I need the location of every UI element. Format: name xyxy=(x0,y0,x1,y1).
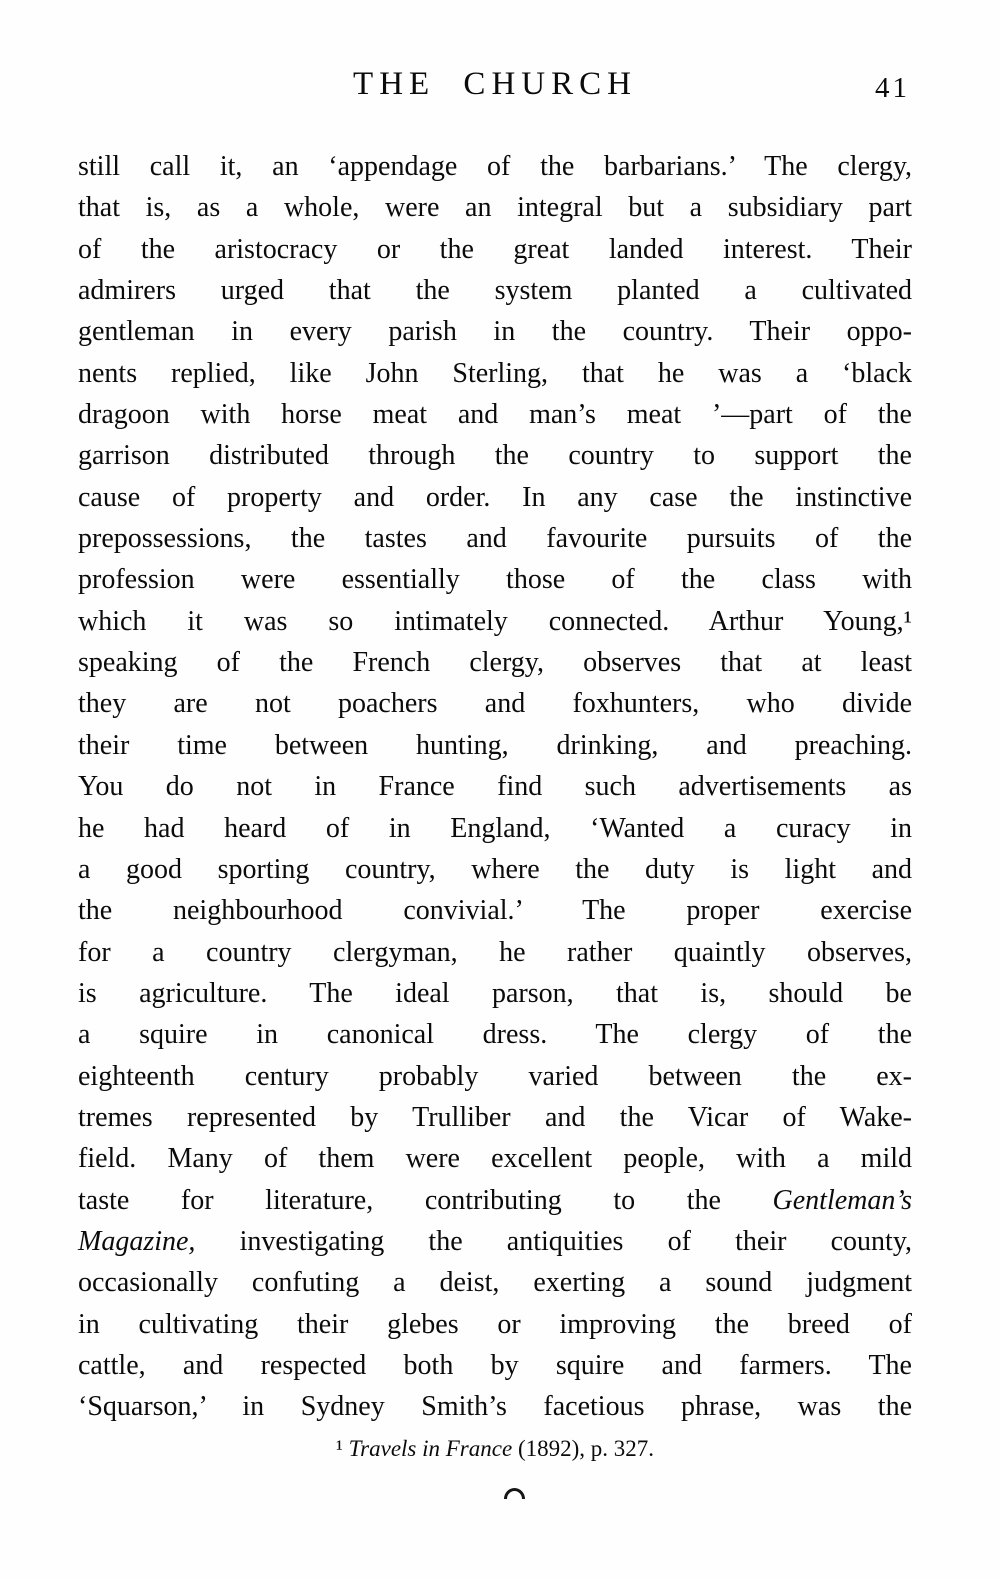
text-segment: they are not poachers and foxhunters, who divide xyxy=(78,688,912,720)
text-line xyxy=(78,477,912,518)
page-number: 41 xyxy=(875,72,910,104)
italic-text-segment: Magazine, xyxy=(78,1225,196,1257)
text-segment: for a country clergyman, he rather quaintly observes, xyxy=(78,936,912,968)
text-segment: tremes represented by Trulliber and the Vicar of Wake- xyxy=(78,1101,912,1133)
text-segment: in cultivating their glebes or improving the breed of xyxy=(78,1308,912,1340)
text-line xyxy=(78,766,912,807)
footnote xyxy=(78,1434,912,1464)
text-line xyxy=(78,1386,912,1427)
text-line xyxy=(78,311,912,352)
text-segment: prepossessions, the tastes and favourite pursuits of the xyxy=(78,523,912,555)
text-segment: taste for literature, contributing to the xyxy=(78,1184,773,1216)
text-line xyxy=(78,725,912,766)
text-line xyxy=(78,642,912,683)
text-segment: (1892), p. 327. xyxy=(512,1436,655,1461)
text-segment: profession were essentially those of the class with xyxy=(78,564,912,596)
text-segment: field. Many of them were excellent people, with a mild xyxy=(78,1143,912,1175)
text-segment: garrison distributed through the country to support the xyxy=(78,440,912,472)
text-segment: cause of property and order. In any case the instinctive xyxy=(78,481,912,513)
text-segment: gentleman in every parish in the country. Their oppo- xyxy=(78,316,912,348)
text-segment: eighteenth century probably varied between the ex- xyxy=(78,1060,912,1092)
text-segment: which it was so intimately connected. Arthur Young,¹ xyxy=(78,605,912,637)
text-segment: ‘Squarson,’ in Sydney Smith’s facetious phrase, was the xyxy=(78,1391,912,1423)
text-line xyxy=(78,435,912,476)
text-line xyxy=(78,601,912,642)
text-line xyxy=(78,1221,912,1262)
text-line xyxy=(78,187,912,228)
text-line xyxy=(78,1262,912,1303)
text-segment: You do not in France find such advertisements as xyxy=(78,771,912,803)
text-line xyxy=(78,849,912,890)
text-line xyxy=(78,973,912,1014)
text-line xyxy=(78,1138,912,1179)
text-segment: dragoon with horse meat and man’s meat ’—part of the xyxy=(78,399,912,431)
text-segment: cattle, and respected both by squire and farmers. The xyxy=(78,1349,912,1381)
text-segment: of the aristocracy or the great landed interest. Their xyxy=(78,233,912,265)
running-title: THE CHURCH xyxy=(353,66,637,102)
text-line xyxy=(78,1014,912,1055)
text-segment: nents replied, like John Sterling, that he was a ‘black xyxy=(78,357,912,389)
printers-signature-mark xyxy=(504,1488,525,1499)
text-segment: investigating the antiquities of their county, xyxy=(195,1225,912,1257)
italic-text-segment: Travels in France xyxy=(348,1436,513,1461)
text-segment: the neighbourhood convivial.’ The proper exercise xyxy=(78,895,912,927)
page-header xyxy=(78,66,912,112)
text-line xyxy=(78,683,912,724)
text-line xyxy=(78,1097,912,1138)
text-line xyxy=(78,146,912,187)
text-line xyxy=(78,808,912,849)
text-segment: that is, as a whole, were an integral but a subsidiary part xyxy=(78,192,912,224)
text-line xyxy=(78,229,912,270)
body-text xyxy=(78,146,912,1428)
text-segment: a squire in canonical dress. The clergy of the xyxy=(78,1019,912,1051)
text-segment: admirers urged that the system planted a cultivated xyxy=(78,275,912,307)
text-line xyxy=(78,890,912,931)
text-segment: their time between hunting, drinking, and preaching. xyxy=(78,729,912,761)
italic-text-segment: Gentleman’s xyxy=(772,1184,912,1216)
text-line xyxy=(78,518,912,559)
text-segment: speaking of the French clergy, observes that at least xyxy=(78,647,912,679)
text-segment: occasionally confuting a deist, exerting a sound judgment xyxy=(78,1267,912,1299)
text-segment: he had heard of in England, ‘Wanted a curacy in xyxy=(78,812,912,844)
text-segment: still call it, an ‘appendage of the barbarians.’ The clergy, xyxy=(78,151,912,182)
text-line xyxy=(78,353,912,394)
text-line xyxy=(78,932,912,973)
text-line xyxy=(78,270,912,311)
text-line xyxy=(78,1304,912,1345)
text-line xyxy=(78,1345,912,1386)
text-line xyxy=(78,1056,912,1097)
text-segment: is agriculture. The ideal parson, that is, should be xyxy=(78,977,912,1009)
text-segment: a good sporting country, where the duty is light and xyxy=(78,853,912,885)
text-segment: ¹ xyxy=(335,1436,349,1461)
text-line xyxy=(78,394,912,435)
text-line xyxy=(78,559,912,600)
text-line xyxy=(78,1180,912,1221)
